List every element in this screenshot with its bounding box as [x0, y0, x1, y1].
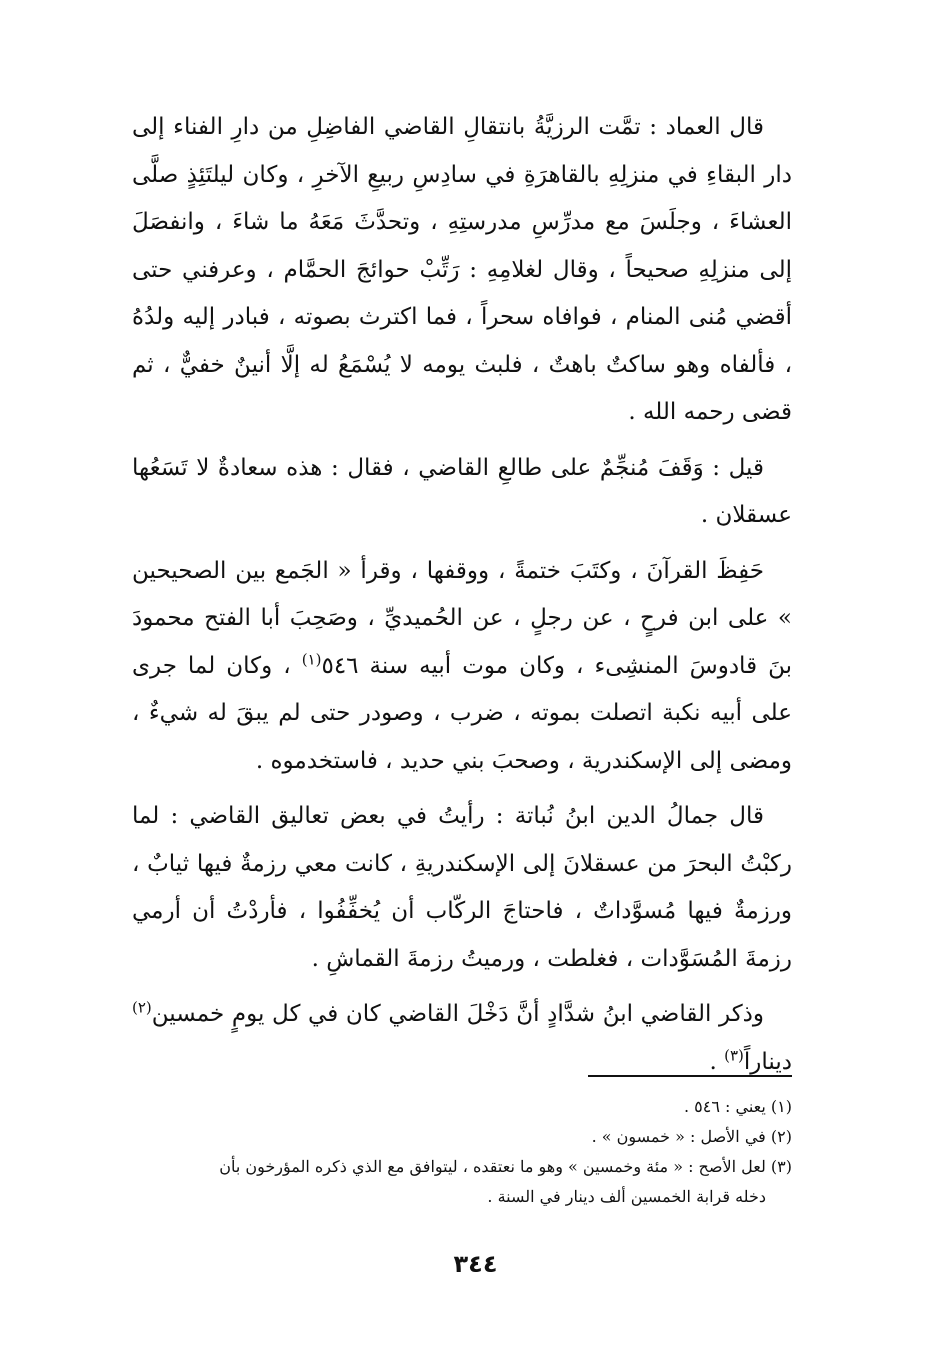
paragraph-ibn-shaddad-part-2: ديناراً	[743, 1048, 792, 1075]
paragraph-ibn-shaddad-part-1: وذكر القاضي ابنُ شدَّادٍ أنَّ دَخْلَ القاضي كان في كل يومٍ خمسين	[151, 1001, 764, 1027]
paragraph-ibn-shaddad	[132, 991, 792, 1086]
footnote-1: (١) يعني : ٥٤٦ .	[683, 1097, 792, 1116]
paragraph-astrologer: قيل : وَقَفَ مُنجِّمٌ على طالعِ القاضي ، فقال : هذه سعادةٌ لا تَسَعُها عسقلان .	[132, 454, 792, 528]
page-number: ٣٤٤	[453, 1250, 498, 1278]
paragraph-ibn-shaddad-end: .	[709, 1048, 717, 1075]
paragraph-death-account: قال العماد : تمَّت الرزيَّةُ بانتقالِ القاضي الفاضِلِ من دارِ الفناء إلى دار البقاءِ في منزلِهِ بالقاهرَةِ في سادِسِ ربيعِ الآخرِ ، وكان ليلتَئِذٍ صلَّى العشاءَ ، وجلَسَ مع مدرِّسِ مدرستِهِ ، وتحدَّثَ مَعَهُ ما شاءَ ، وانفصَلَ إلى منزلِهِ صحيحاً ، وقال لغلامِهِ : رَتِّبْ حوائجَ الحمَّام ، وعرفني حتى أقضي مُنى المنام ، فوافاه سحراً ، فما اكترث بصوته ، فبادر إليه ولدُهُ ، فألفاه وهو ساكتٌ باهتٌ ، فلبث يومه لا يُسْمَعُ له إلَّا أنينٌ خفيٌّ ، ثم قضى رحمه الله .	[132, 114, 792, 425]
footnote-2: (٢) في الأصل : « خمسون » .	[591, 1127, 792, 1146]
footnote-marker-1: (١)	[301, 649, 322, 668]
paragraph-biography-part-2: ، وكان لما جرى على أبيه نكبة اتصلت بموته ، ضرب ، وصودر حتى لم يبقَ له شيءٌ ، ومضى إلى الإسكندرية ، وصحبَ بني حديد ، فاستخدموه .	[132, 652, 792, 774]
paragraph-biography-part-1: حَفِظَ القرآنَ ، وكتَبَ ختمةً ، ووقفها ، وقرأ « الجَمع بين الصحيحين » على ابن فرحٍ ، عن رجلٍ ، عن الحُميديِّ ، وصَحِبَ أبا الفتح محمودَ بنَ قادوسَ المنشِىء ، وكان موت أبيه سنة ٥٤٦	[132, 557, 792, 679]
footnote-3: (٣) لعل الأصح : « مئة وخمسين » وهو ما نعتقده ، ليتوافق مع الذي ذكره المؤرخون بأن	[219, 1157, 792, 1176]
footnote-divider	[588, 1075, 792, 1077]
footnotes	[132, 1092, 792, 1212]
footnote-marker-2: (٢)	[132, 998, 152, 1017]
footnote-3-continued: دخله قرابة الخمسين ألف دينار في السنة .	[487, 1187, 766, 1206]
footnote-marker-3: (٣)	[724, 1045, 744, 1064]
paragraph-biography	[132, 548, 792, 786]
paragraph-ibn-nubata: قال جمالُ الدين ابنُ نُباتة : رأيتُ في بعض تعاليق القاضي : لما ركبْتُ البحرَ من عسقلانَ إلى الإسكندريةِ ، كانت معي رزمةٌ فيها ثيابٌ ، ورزمةٌ فيها مُسوَّداتٌ ، فاحتاجَ الركّاب أن يُخفِّفُوا ، فأردْتُ أن أرمي رزمةَ المُسَوَّدات ، فغلطت ، ورميتُ رزمةَ القماشِ .	[132, 803, 792, 972]
main-text	[132, 104, 792, 1094]
